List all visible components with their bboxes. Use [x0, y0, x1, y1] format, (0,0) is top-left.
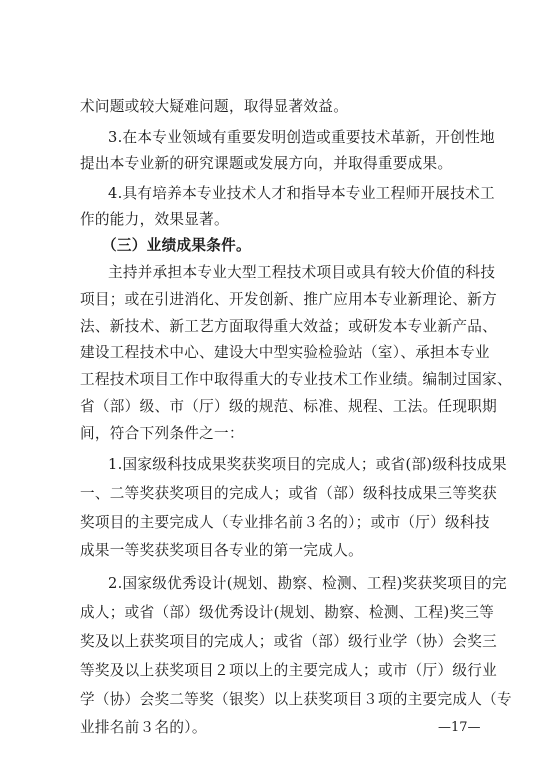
paragraph-line: 作的能力，效果显著。	[80, 211, 229, 228]
paragraph-line: 工程技术项目工作中取得重大的专业技术工作业绩。编制过国家、	[80, 371, 512, 388]
paragraph-line: 奖项目的主要完成人（专业排名前３名的）；或市（厅）级科技	[80, 514, 490, 531]
paragraph-line: 一、二等奖获奖项目的完成人；或省（部）级科技成果三等奖获	[80, 485, 498, 502]
paragraph-line: 3.在本专业领域有重要发明创造或重要技术革新，开创性地	[108, 129, 495, 146]
paragraph-line: 术问题或较大疑难问题，取得显著效益。	[80, 98, 349, 115]
page-number: —17—	[438, 720, 481, 735]
paragraph-line: 等奖及以上获奖项目２项以上的主要完成人；或市（厅）级行业	[80, 662, 498, 679]
paragraph-line: 1.国家级科技成果奖获奖项目的完成人；或省(部)级科技成果	[108, 456, 507, 473]
paragraph-line: 2.国家级优秀设计(规划、勘察、检测、工程)奖获奖项目的完	[108, 575, 507, 592]
paragraph-line: 提出本专业新的研究课题或发展方向，并取得重要成果。	[80, 155, 453, 172]
paragraph-line: 成果一等奖获奖项目各专业的第一完成人。	[80, 542, 363, 559]
paragraph-line: 建设工程技术中心、建设大中型实验检验站（室）、承担本专业	[80, 344, 490, 361]
paragraph-line: 成人；或省（部）级优秀设计(规划、勘察、检测、工程)奖三等	[80, 604, 495, 621]
paragraph-line: 省（部）级、市（厅）级的规范、标准、规程、工法。任现职期	[80, 398, 498, 415]
paragraph-line: 间，符合下列条件之一：	[80, 425, 244, 442]
paragraph-line: 法、新技术、新工艺方面取得重大效益；或研发本专业新产品、	[80, 318, 498, 335]
paragraph-line: 奖及以上获奖项目的完成人；或省（部）级行业学（协）会奖三	[80, 633, 498, 650]
paragraph-line: 学（协）会奖二等奖（银奖）以上获奖项目３项的主要完成人（专	[80, 691, 512, 708]
paragraph-line: 项目；或在引进消化、开发创新、推广应用本专业新理论、新方	[80, 291, 498, 308]
paragraph-line: 业排名前３名的）。	[80, 719, 207, 736]
paragraph-line: 4.具有培养本专业技术人才和指导本专业工程师开展技术工	[108, 185, 495, 202]
paragraph-line: 主持并承担本专业大型工程技术项目或具有较大价值的科技	[108, 264, 496, 281]
section-heading: （三）业绩成果条件。	[102, 237, 251, 254]
